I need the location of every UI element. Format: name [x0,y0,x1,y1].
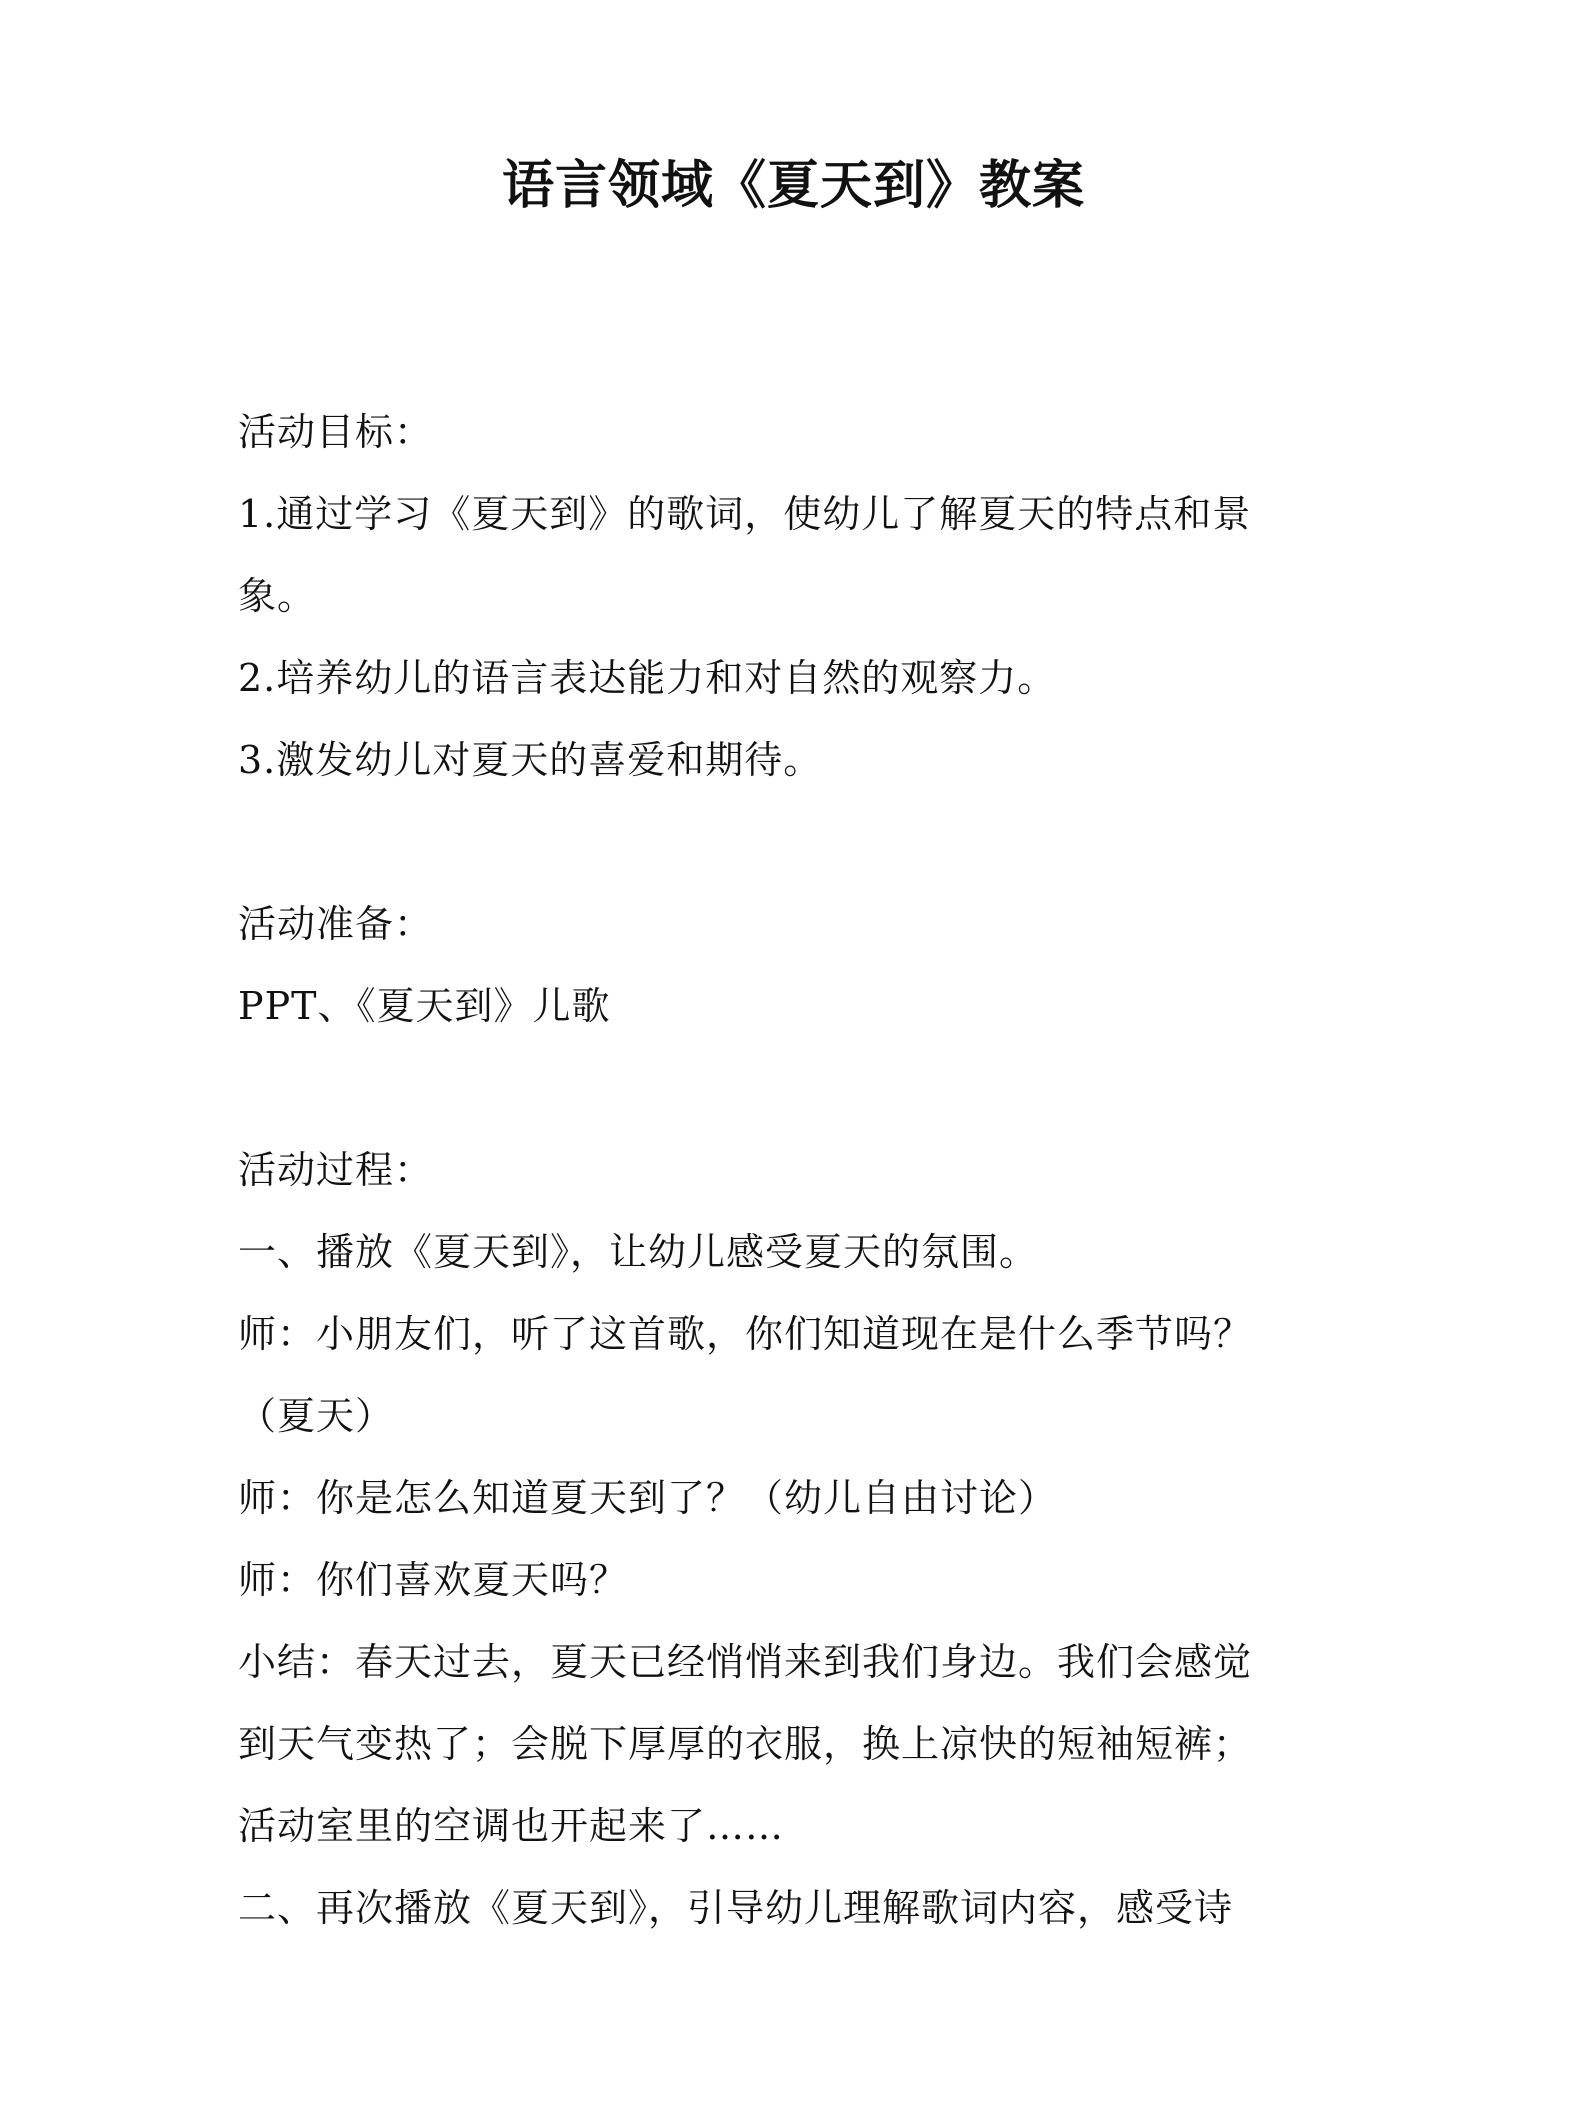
teacher-line-1: 师：小朋友们，听了这首歌，你们知道现在是什么季节吗？ [238,1312,1253,1356]
goal-item-3: 3.激发幼儿对夏天的喜爱和期待。 [238,738,823,782]
teacher-line-3: 师：你们喜欢夏天吗？ [238,1558,629,1602]
goal-item-2: 2.培养幼儿的语言表达能力和对自然的观察力。 [238,656,1057,700]
section-heading-preparation: 活动准备： [238,902,434,946]
goal-item-1-continued: 象。 [238,574,317,618]
section-heading-goals: 活动目标： [238,410,434,454]
process-step-2: 二、再次播放《夏天到》，引导幼儿理解歌词内容，感受诗 [238,1886,1234,1930]
goal-item-1: 1.通过学习《夏天到》的歌词，使幼儿了解夏天的特点和景 [238,492,1252,536]
process-step-1: 一、播放《夏天到》，让幼儿感受夏天的氛围。 [238,1230,1039,1274]
section-heading-process: 活动过程： [238,1148,434,1192]
preparation-item: PPT、《夏天到》儿歌 [238,984,611,1028]
teacher-line-1-answer: （夏天） [238,1394,395,1438]
summary-line-1: 小结：春天过去，夏天已经悄悄来到我们身边。我们会感觉 [238,1640,1253,1684]
summary-line-2: 到天气变热了；会脱下厚厚的衣服，换上凉快的短袖短裤； [238,1722,1253,1766]
summary-line-3: 活动室里的空调也开起来了…… [238,1804,785,1848]
teacher-line-2: 师：你是怎么知道夏天到了？（幼儿自由讨论） [238,1476,1058,1520]
document-title: 语言领域《夏天到》教案 [501,155,1085,216]
